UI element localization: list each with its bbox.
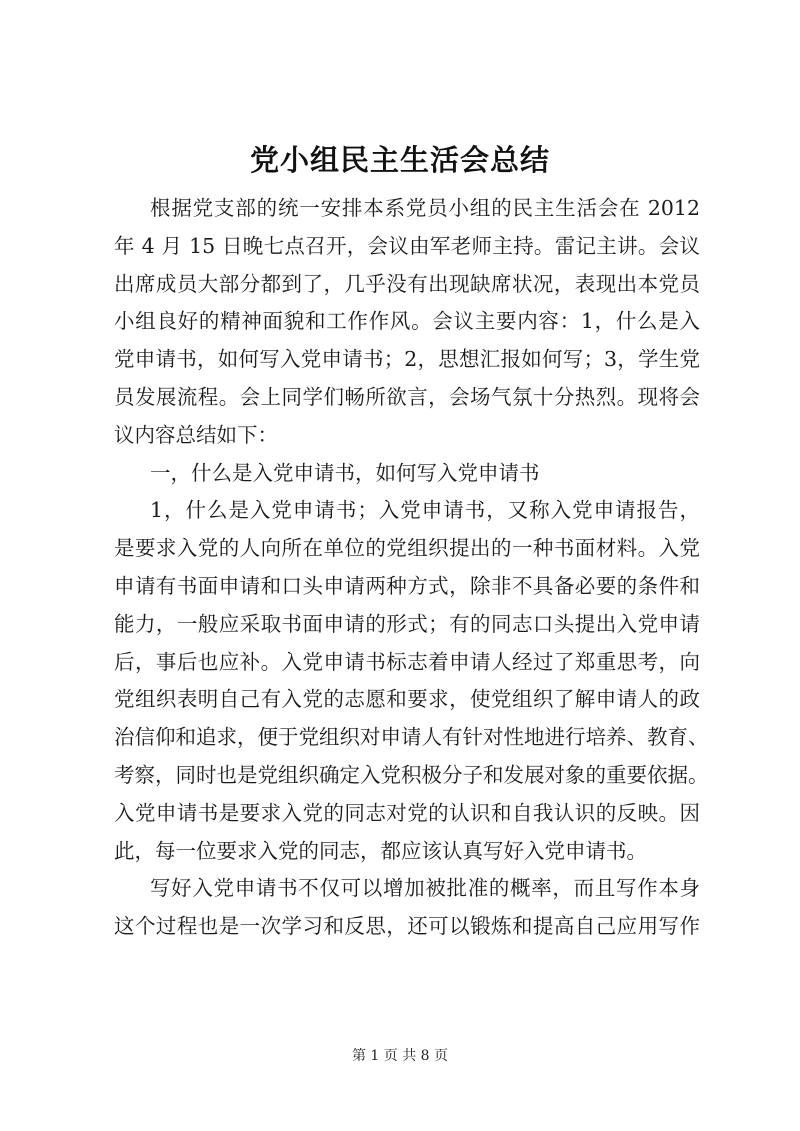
- text-line: 写好入党申请书不仅可以增加被批准的概率，而且写作本身: [150, 876, 700, 901]
- text-line: 申请有书面申请和口头申请两种方式，除非不具备必要的条件和: [114, 573, 700, 598]
- text-line: 入党申请书是要求入党的同志对党的认识和自我认识的反映。因: [114, 800, 700, 825]
- text-line: 员发展流程。会上同学们畅所欲言，会场气氛十分热烈。现将会: [114, 384, 700, 409]
- text-line: 党组织表明自己有入党的志愿和要求，使党组织了解申请人的政: [114, 687, 700, 712]
- text-line: 此，每一位要求入党的同志，都应该认真写好入党申请书。: [114, 838, 647, 863]
- text-line: 根据党支部的统一安排本系党员小组的民主生活会在 2012: [150, 196, 700, 220]
- text-line: 党申请书，如何写入党申请书；2，思想汇报如何写；3，学生党: [114, 347, 700, 372]
- text-line: 1，什么是入党申请书；入党申请书，又称入党申请报告，: [150, 498, 700, 523]
- document-title: 党小组民主生活会总结: [249, 143, 550, 177]
- text-line: 治信仰和追求，便于党组织对申请人有针对性地进行培养、教育、: [114, 725, 709, 750]
- section-heading: 一，什么是入党申请书，如何写入党申请书: [150, 460, 540, 485]
- text-line: 年 4 月 15 日晚七点召开，会议由军老师主持。雷记主讲。会议: [114, 233, 700, 258]
- text-line: 出席成员大部分都到了，几乎没有出现缺席状况，表现出本党员: [114, 271, 700, 296]
- document-body: [114, 190, 709, 946]
- text-line: 是要求入党的人向所在单位的党组织提出的一种书面材料。入党: [114, 536, 700, 561]
- text-line: 小组良好的精神面貌和工作作风。会议主要内容：1，什么是入: [114, 309, 700, 334]
- text-line: 能力，一般应采取书面申请的形式；有的同志口头提出入党申请: [114, 611, 700, 636]
- text-line: 考察，同时也是党组织确定入党积极分子和发展对象的重要依据。: [114, 762, 709, 787]
- text-line: 议内容总结如下：: [114, 422, 278, 447]
- text-line: 这个过程也是一次学习和反思，还可以锻炼和提高自己应用写作: [114, 914, 700, 939]
- text-line: 后，事后也应补。入党申请书标志着申请人经过了郑重思考，向: [114, 649, 700, 674]
- page-footer: 第 1 页 共 8 页: [351, 1048, 449, 1064]
